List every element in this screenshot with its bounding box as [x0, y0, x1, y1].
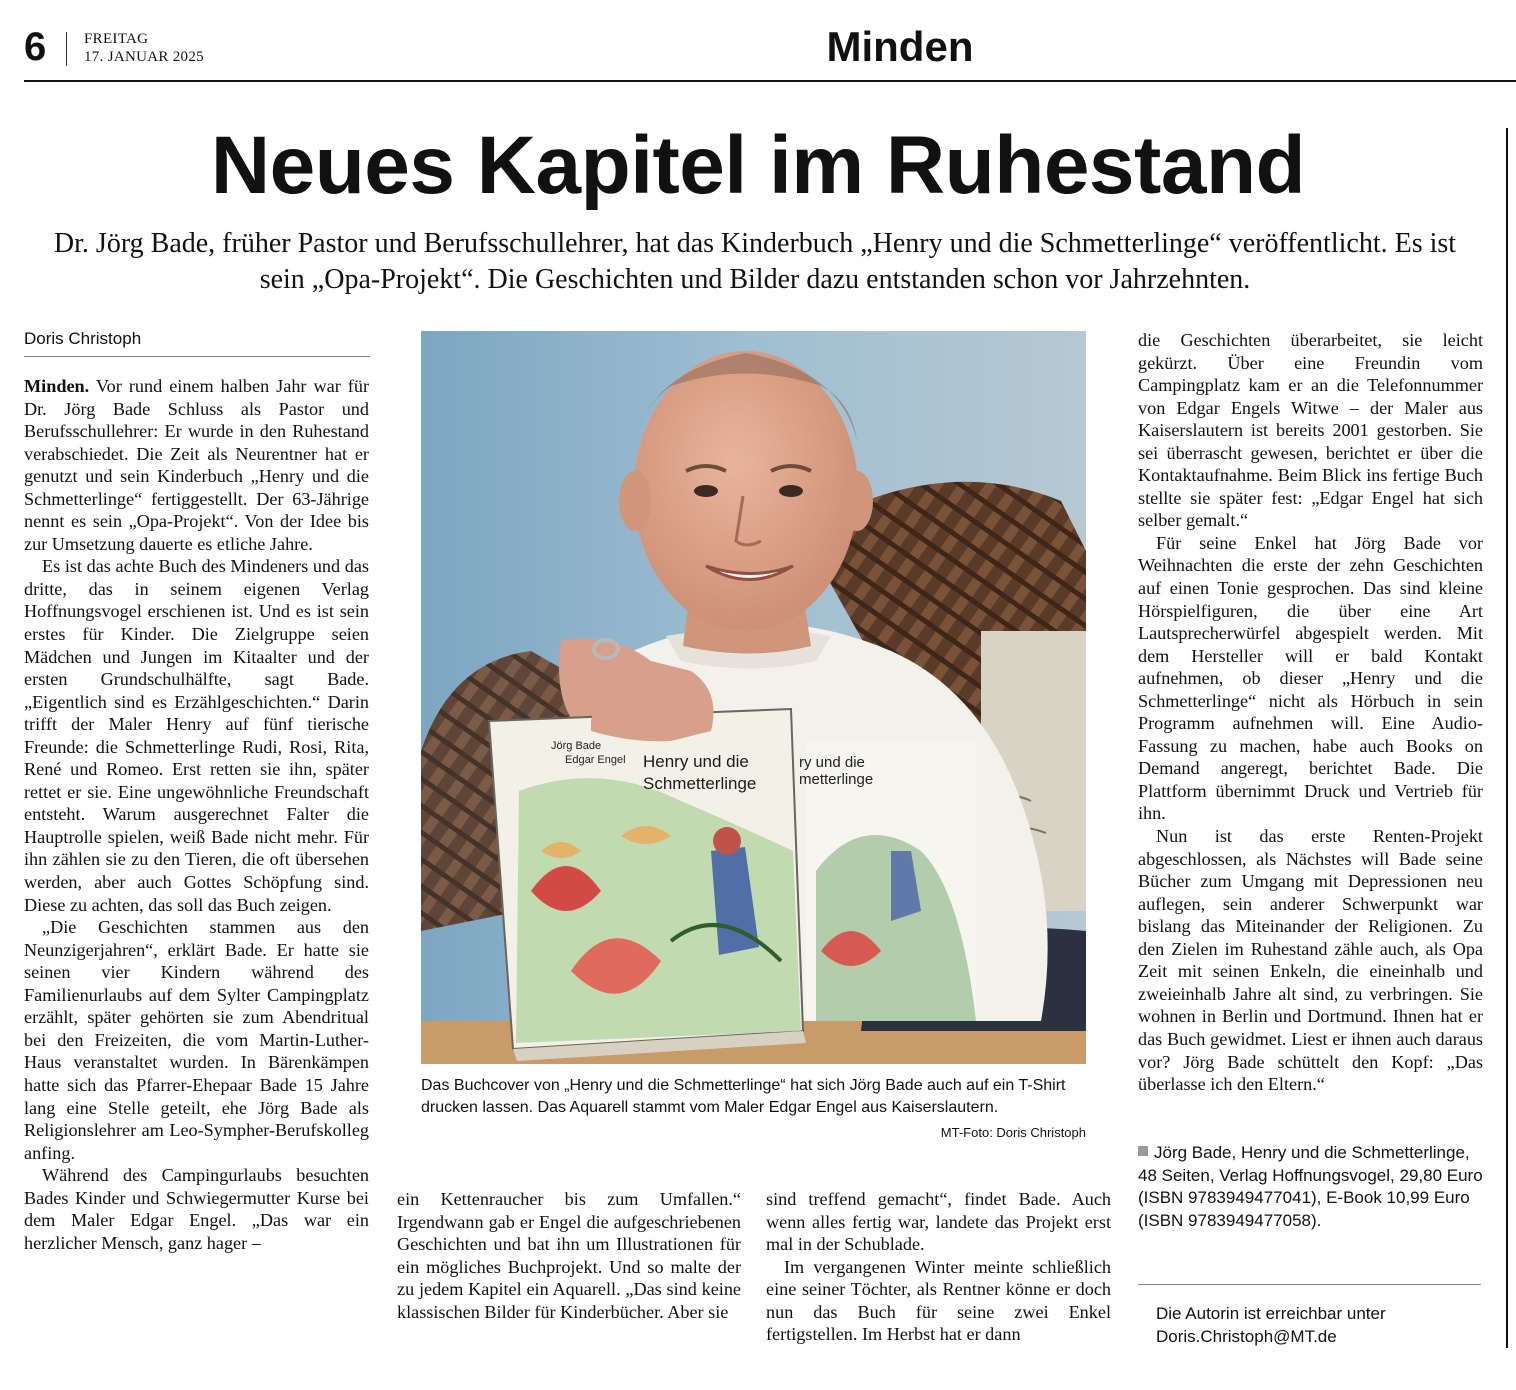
issue-date-text: 17. JANUAR 2025 — [84, 49, 204, 65]
paragraph: Während des Campingurlaubs besuchten Bades Kinder und Schwiegermutter Kurse bei dem Maler Edgar Engel. „Das war ein herzlicher Mensch, ganz hager – — [24, 1165, 369, 1253]
book-author: Jörg Bade — [551, 740, 602, 752]
lead-paragraph: Dr. Jörg Bade, früher Pastor und Berufsschullehrer, hat das Kinderbuch „Henry und die Schmetterlinge“ veröffentlicht. Es ist sein „Opa-Projekt“. Die Geschichten und Bilder dazu entstanden schon vor Jahrzehnten. — [53, 228, 1457, 295]
author-contact: Die Autorin ist erreichbar unter Doris.Christoph@MT.de — [1156, 1304, 1386, 1346]
shirt-text-line2: metterlinge — [799, 771, 874, 788]
bullet-square-icon — [1138, 1146, 1148, 1156]
book-illustrator: Edgar Engel — [565, 754, 626, 766]
page-number: 6 — [24, 25, 47, 69]
headline: Neues Kapitel im Ruhestand — [210, 120, 1306, 211]
paragraph: „Die Geschichten stammen aus den Neunzigerjahren“, erklärt Bade. Er hatte sie seinen vier Kindern während des Familienurlaubs auf dem Sylter Campingplatz erzählt, später gehörten sie zum Abendritual bei den Freizeiten, die vom Martin-Luther-Haus veranstaltet wurden. In Bärenkämpen hatte sich das Pfarrer-Ehepaar Bade 15 Jahre lang eine Stelle geteilt, ehe Jörg Bade als Religionslehrer am Leo-Sympher-Berufskolleg anfing. — [24, 917, 369, 1163]
info-rule — [1138, 1284, 1481, 1285]
article-photo — [421, 331, 1086, 1064]
paragraph: Es ist das achte Buch des Mindeners und das dritte, das in seinem eigenen Verlag Hoffnungsvogel erschienen ist. Und es ist sein erstes für Kinder. Die Zielgruppe seien Mädchen und Jungen im Kitaalter und der ersten Grundschulhälfte, sagt Bade. „Eigentlich sind es Erzählgeschichten.“ Darin trifft der Maler Henry auf fünf tierische Freunde: die Schmetterlinge Rudi, Rosi, Rita, René und Romeo. Erst retten sie ihn, später rettet er sie. Eine ungewöhnliche Freundschaft entsteht. Warum ausgerechnet Falter die Hauptrolle spielen, weiß Bade nicht mehr. Für ihn zählen sie zu den Tieren, die oft übersehen werden, aber auch Gottes Schöpfung sind. Diese zu achten, das soll das Buch zeigen. — [24, 556, 369, 915]
paragraph: sind treffend gemacht“, findet Bade. Auch wenn alles fertig war, landete das Projekt erst mal in der Schublade. — [766, 1189, 1111, 1255]
paragraph: die Geschichten überarbeitet, sie leicht gekürzt. Über eine Freundin vom Campingplatz kam er an die Telefonnummer von Edgar Engels Witwe – der Maler aus Kaiserslautern ist bereits 2001 gestorben. Sie sei überrascht gewesen, berichtet er über die Kontaktaufnahme. Beim Blick ins fertige Buch stellte sie später fest: „Edgar Engel hat sich selber gemalt.“ — [1138, 330, 1483, 531]
dateline: Minden. — [24, 376, 90, 396]
article-column-3 — [766, 1188, 1111, 1346]
paragraph: Im vergangenen Winter meinte schließlich eine seiner Töchter, als Rentner könne er doch nun das Buch für seine zwei Enkel fertigstellen. Im Herbst hat er dann — [766, 1256, 1111, 1345]
page-edge-rule — [1506, 128, 1508, 1348]
header-rule — [24, 80, 1516, 82]
book-title-line2: Schmetterlinge — [643, 774, 757, 793]
article-column-4 — [1138, 329, 1483, 1096]
paragraph: Nun ist das erste Renten-Projekt abgeschlossen, als Nächstes will Bade seine Bücher zum Umgang mit Depressionen neu auflegen, sein anderer Schwerpunkt war bislang das Miteinander der Religionen. Zu den Zielen im Ruhestand zähle auch, als Opa Zeit mit seinen Enkeln, die eineinhalb und zweieinhalb Jahre alt sind, zu verbringen. Sie wohnen in Berlin und Dortmund. Ihnen hat er das Buch gewidmet. Liest er ihnen auch daraus vor? Jörg Bade schüttelt den Kopf: „Das überlasse ich den Eltern.“ — [1138, 826, 1483, 1095]
paragraph: Minden. Vor rund einem halben Jahr war für Dr. Jörg Bade Schluss als Pastor und Berufsschullehrer: Er wurde in den Ruhestand verabschiedet. Die Zeit als Neurentner hat er genutzt und sein Kinderbuch „Henry und die Schmetterlinge“ fertiggestellt. Der 63-Jährige nennt es sein „Opa-Projekt“. Von der Idee bis zur Umsetzung dauerte es etliche Jahre. — [24, 376, 370, 554]
article-column-2 — [397, 1188, 741, 1323]
shirt-text-line1: ry und die — [799, 754, 865, 771]
book-info-box — [1138, 1142, 1483, 1232]
photo-caption: Das Buchcover von „Henry und die Schmetterlinge“ hat sich Jörg Bade auch auf ein T-Shirt drucken lassen. Das Aquarell stammt vom Maler Edgar Engel aus Kaiserslautern. — [421, 1077, 1066, 1116]
issue-date — [84, 30, 204, 66]
book-title-line1: Henry und die — [643, 752, 749, 771]
paragraph: Für seine Enkel hat Jörg Bade vor Weihnachten die erste der zehn Geschichten auf einen Tonie gesprochen. Das sind kleine Hörspielfiguren, die über eine Art Lautsprecherwürfel abgespielt werden. Mit dem Hersteller will er bald Kontakt aufnehmen, ob dieser „Henry und die Schmetterlinge“ nicht als Hörbuch in sein Programm aufnehmen will. Eine Audio-Fassung zu machen, habe auch Books on Demand angeregt, berichtet Bade. Die Plattform übernimmt Druck und Vertrieb für ihn. — [1138, 532, 1483, 824]
byline-rule — [24, 356, 370, 357]
author-byline: Doris Christoph — [24, 329, 142, 348]
book-cover — [489, 709, 806, 1061]
issue-weekday: FREITAG — [84, 31, 149, 47]
section-title: Minden — [826, 23, 974, 70]
header-separator — [66, 32, 67, 66]
paragraph: ein Kettenraucher bis zum Umfallen.“ Irgendwann gab er Engel die aufgeschriebenen Geschichten und bat ihn um Illustrationen für ein mögliches Buchprojekt. Und so malte der zu jedem Kapitel ein Aquarell. „Das sind keine klassischen Bilder für Kinderbücher. Aber sie — [397, 1189, 741, 1322]
photo-illustration — [421, 331, 1086, 1064]
photo-credit: MT-Foto: Doris Christoph — [940, 1125, 1086, 1140]
book-info-text: Jörg Bade, Henry und die Schmetterlinge, 48 Seiten, Verlag Hoffnungsvogel, 29,80 Euro (ISBN 9783949477041), E-Book 10,99 Euro (ISBN 9783949477058). — [1138, 1143, 1483, 1230]
article-column-1 — [24, 375, 369, 1254]
